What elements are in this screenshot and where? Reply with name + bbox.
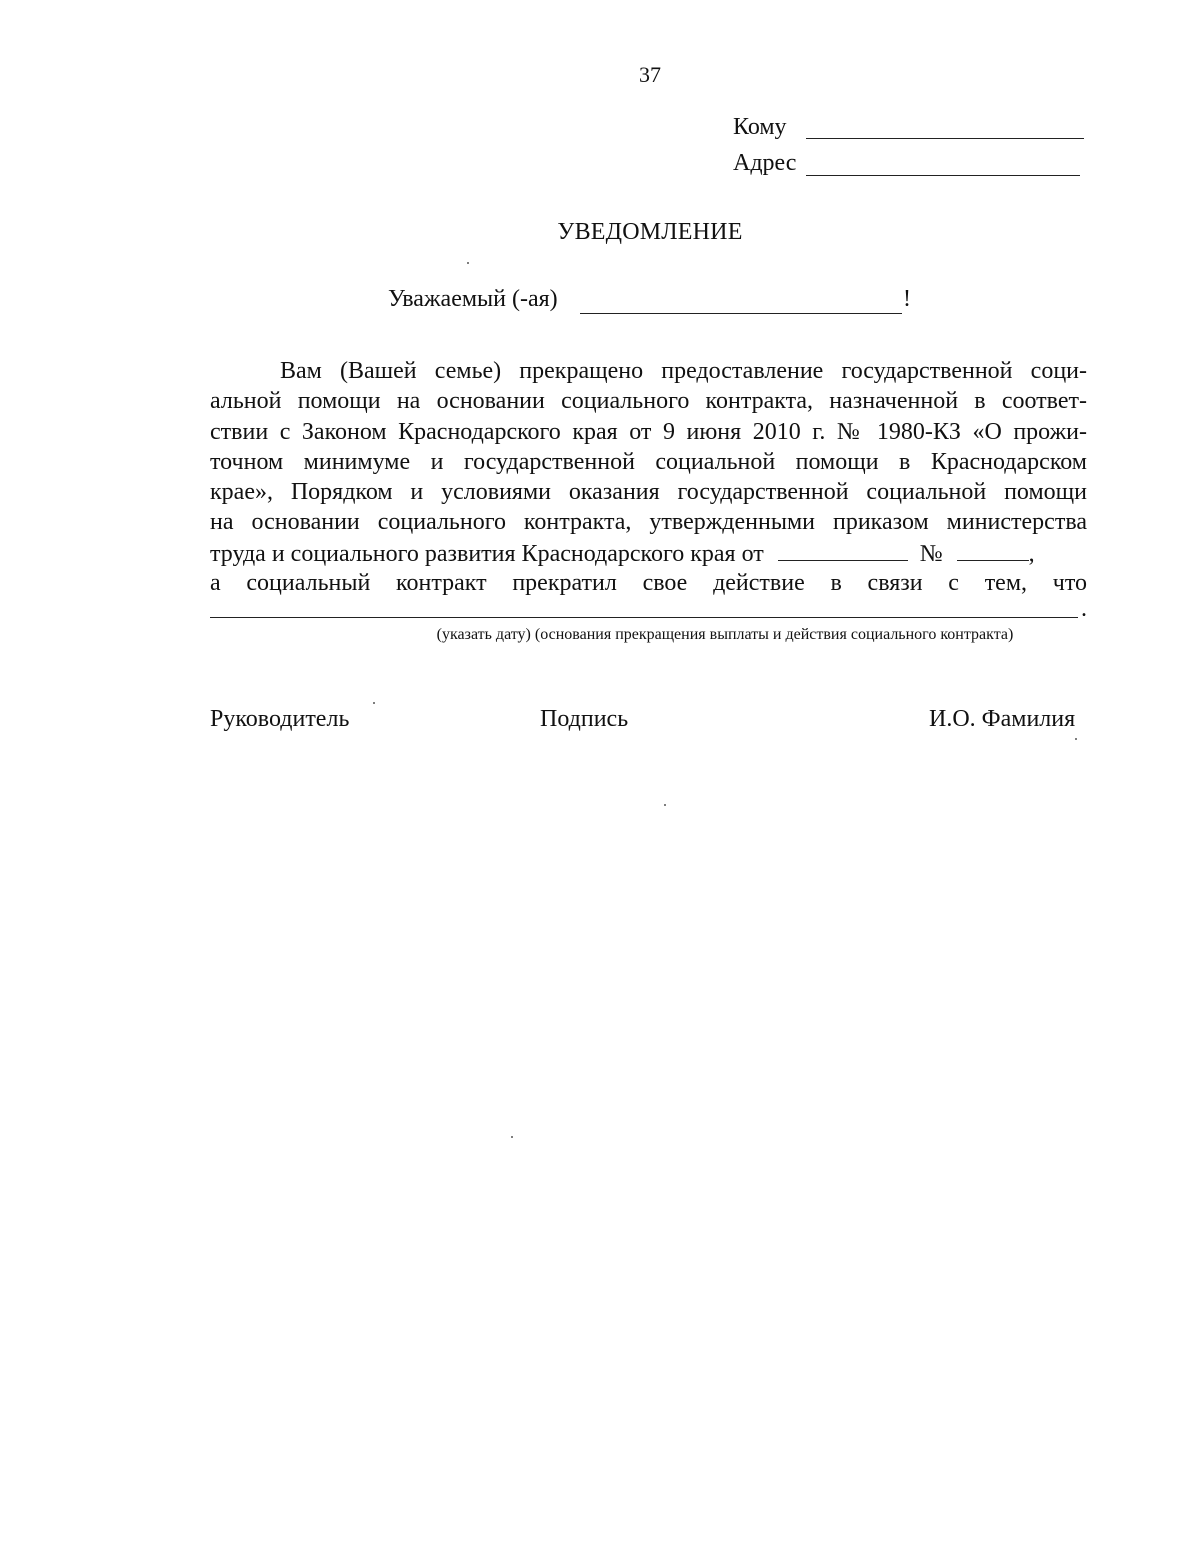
- scan-speck: [1075, 738, 1077, 740]
- notice-paragraph: [210, 356, 1087, 598]
- field-caption: (указать дату) (основания прекращения выплаты и действия социального контракта): [436, 626, 1014, 643]
- paragraph-line: ствии с Законом Краснодарского края от 9 июня 2010 г. № 1980-КЗ «О прожи-: [210, 418, 1087, 445]
- signatory-position: Руководитель: [210, 706, 350, 732]
- greeting-name-line: [580, 313, 902, 314]
- comma: ,: [1028, 540, 1035, 567]
- address-label: Адрес: [733, 150, 797, 176]
- order-number-line: [957, 538, 1029, 561]
- paragraph-line: точном минимуме и государственной социальной помощи в Краснодарском: [210, 448, 1087, 475]
- signature-label: Подпись: [540, 706, 629, 732]
- scan-speck: [664, 804, 666, 806]
- number-sign: №: [919, 540, 943, 567]
- paragraph-line: Вам (Вашей семье) прекращено предоставление государственной соци-: [280, 358, 1087, 384]
- order-date-line: [778, 538, 908, 561]
- scan-speck: [511, 1136, 513, 1138]
- signatory-name: И.О. Фамилия: [929, 706, 1076, 732]
- scan-speck: [467, 262, 469, 264]
- address-field-line: [806, 175, 1080, 176]
- paragraph-line: крае», Порядком и условиями оказания государственной социальной помощи: [210, 479, 1087, 506]
- scan-speck: [373, 702, 375, 704]
- paragraph-line-date: [210, 538, 1087, 568]
- paragraph-line: а социальный контракт прекратил свое действие в связи с тем, что: [210, 570, 1087, 597]
- greeting-exclamation: !: [903, 286, 911, 312]
- greeting-text: Уважаемый (-ая): [388, 286, 558, 312]
- order-text: труда и социального развития Краснодарского края от: [210, 540, 764, 567]
- period: .: [1081, 596, 1087, 622]
- page-number: 37: [639, 62, 661, 87]
- paragraph-line: на основании социального контракта, утвержденными приказом министерства: [210, 509, 1087, 536]
- reason-field-line: [210, 617, 1078, 618]
- to-field-line: [806, 138, 1084, 139]
- to-label: Кому: [733, 114, 787, 140]
- document-title: УВЕДОМЛЕНИЕ: [557, 219, 743, 245]
- paragraph-line: альной помощи на основании социального контракта, назначенной в соответ-: [210, 388, 1087, 415]
